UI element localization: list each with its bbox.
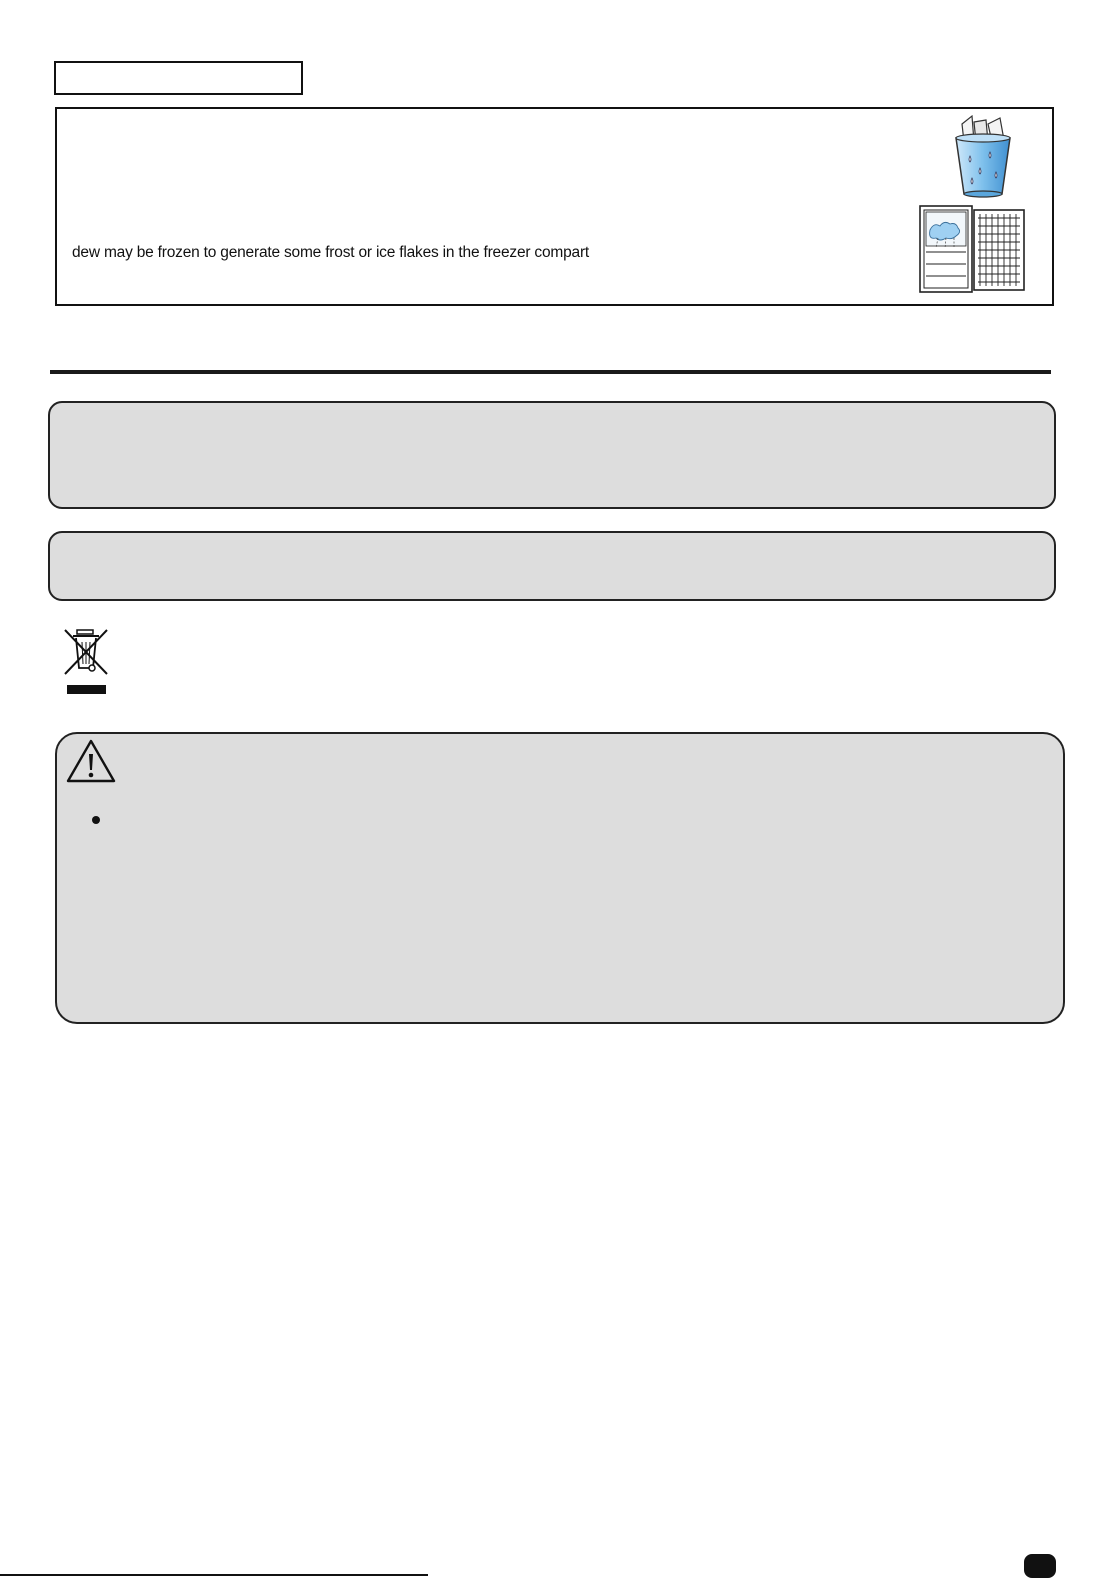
info-box bbox=[55, 107, 1054, 306]
section-divider bbox=[50, 370, 1051, 374]
note-panel-1 bbox=[48, 401, 1056, 509]
warning-panel bbox=[55, 732, 1065, 1024]
fridge-frost-icon bbox=[918, 204, 1028, 294]
water-cup-icon bbox=[952, 112, 1014, 198]
warning-bullet bbox=[92, 816, 100, 824]
warning-triangle-icon bbox=[65, 738, 117, 784]
info-text: dew may be frozen to generate some frost or ice flakes in the freezer compart bbox=[72, 244, 590, 261]
section-header-tab bbox=[54, 61, 303, 95]
note-panel-2 bbox=[48, 531, 1056, 601]
crossed-bin-icon bbox=[63, 628, 110, 698]
page-number-badge bbox=[1024, 1554, 1056, 1578]
